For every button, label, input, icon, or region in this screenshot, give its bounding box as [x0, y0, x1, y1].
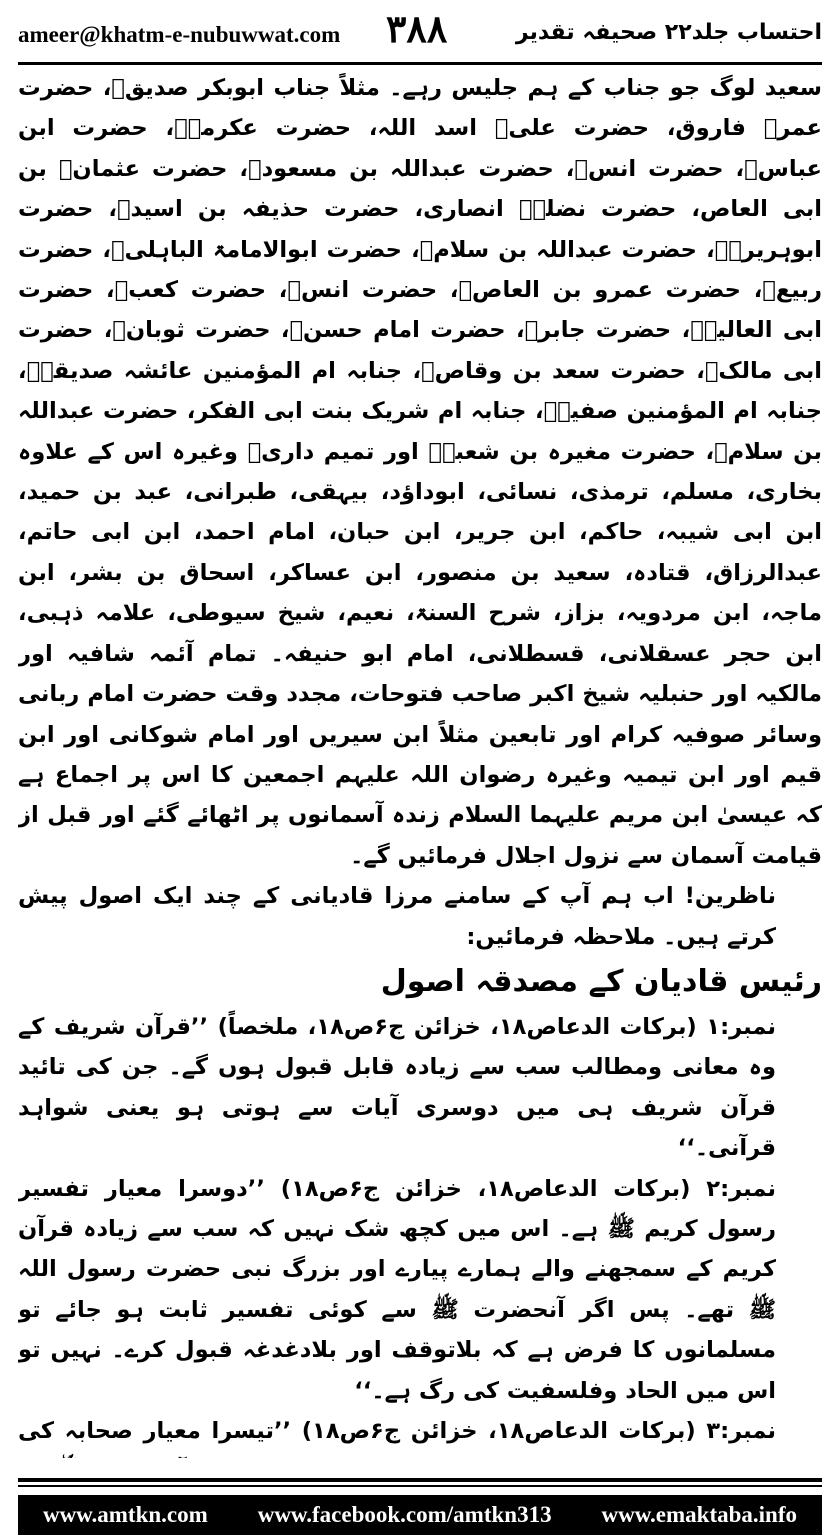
page-header [18, 8, 822, 64]
footer-rule-thin [18, 1485, 822, 1487]
footer-links [18, 1495, 822, 1535]
paragraph-companions: سعید لوگ جو جناب کے ہم جلیس رہے۔ مثلاً جناب ابوبکر صدیقؓ، حضرت عمرؓ فاروق، حضرت علیؓ اسد اللہ، حضرت عکرمہؓ، حضرت ابن عباسؓ، حضرت انسؓ، حضرت عبداللہ بن مسعودؓ، حضرت عثمانؓ بن ابی العاص، حضرت نضلہؓ انصاری، حضرت حذیفہ بن اسیدؓ، حضرت ابوہریرہؓ، حضرت عبداللہ بن سلامؓ، حضرت ابوالامامۃ الباہلیؓ، حضرت ربیعؓ، حضرت عمرو بن العاصؓ، حضرت انسؓ، حضرت کعبؓ، حضرت ابی العالیہؓ، حضرت جابرؓ، حضرت امام حسنؓ، حضرت ثوبانؓ، حضرت ابی مالکؓ، حضرت سعد بن وقاصؓ، جنابہ ام المؤمنین عائشہ صدیقہؓ، جنابہ ام المؤمنین صفیہؓ، جنابہ ام شریک بنت ابی الفکر، حضرت عبداللہ بن سلامؓ، حضرت مغیرہ بن شعبہؓ اور تمیم داریؓ وغیرہ اس کے علاوہ بخاری، مسلم، ترمذی، نسائی، ابوداؤد، بیہقی، طبرانی، عبد بن حمید، ابن ابی شیبہ، حاکم، ابن جریر، ابن حبان، امام احمد، ابن ابی حاتم، عبدالرزاق، قتادہ، سعید بن منصور، ابن عساکر، اسحاق بن بشر، ابن ماجہ، ابن مردویہ، بزاز، شرح السنۃ، نعیم، شیخ سیوطی، علامہ ذہبی، ابن حجر عسقلانی، قسطلانی، امام ابو حنیفہ۔ تمام آئمہ شافیہ اور مالکیہ اور حنبلیہ شیخ اکبر صاحب فتوحات، مجدد وقت حضرت امام ربانی وسائر صوفیہ کرام اور تابعین مثلاً ابن سیریں اور امام شوکانی اور ابن قیم اور ابن تیمیہ وغیرہ رضوان اللہ علیہم اجمعین کا اس پر اجماع ہے کہ عیسیٰ ابن مریم علیہما السلام زندہ آسمانوں پر اٹھائے گئے اور قبل از قیامت آسمان سے نزول اجلال فرمائیں گے۔ [18, 75, 822, 869]
header-email: ameer@khatm-e-nubuwwat.com [18, 22, 341, 47]
footer-rules [18, 1478, 822, 1487]
running-title: احتساب جلد۲۲ صحیفہ تقدیر [515, 20, 822, 45]
paragraph-intro-principles: ناظرین! اب ہم آپ کے سامنے مرزا قادیانی کے چند ایک اصول پیش کرتے ہیں۔ ملاحظہ فرمائیں: [18, 883, 776, 950]
footer-rule-thick [18, 1478, 822, 1482]
footer-link-amtkn[interactable]: www.amtkn.com [42, 1502, 208, 1527]
section-heading: رئیس قادیان کے مصدقہ اصول [380, 963, 822, 999]
header-rule [18, 62, 822, 65]
footer-link-facebook[interactable]: www.facebook.com/amtkn313 [257, 1502, 552, 1527]
page-number: ۳۸۸ [386, 6, 448, 51]
page-body [18, 68, 822, 1458]
paragraph-principle-1: نمبر:۱ (برکات الدعاص۱۸، خزائن ج۶ص۱۸، ملخصاً) ’’قرآن شریف کے وہ معانی ومطالب سب سے زیادہ قابل قبول ہوں گے۔ جن کی تائید قرآن شریف ہی میں دوسری آیات سے ہوتی ہو یعنی شواہد قرآنی۔‘‘ [18, 1013, 777, 1162]
paragraph-principle-3: نمبر:۳ (برکات الدعاص۱۸، خزائن ج۶ص۱۸) ’’تیسرا معیار صحابہ کی [18, 1418, 777, 1444]
footer-link-emaktaba[interactable]: www.emaktaba.info [601, 1502, 798, 1527]
paragraph-principle-2: نمبر:۲ (برکات الدعاص۱۸، خزائن ج۶ص۱۸) ’’دوسرا معیار تفسیر رسول کریم ﷺ ہے۔ اس میں کچھ شک نہیں کہ سب سے زیادہ قرآن کریم کے سمجھنے والے ہمارے پیارے اور بزرگ نبی حضرت رسول اللہ ﷺ تھے۔ پس اگر آنحضرت ﷺ سے کوئی تفسیر ثابت ہو جائے تو مسلمانوں کا فرض ہے کہ بلاتوقف اور بلادغدغہ قبول کرے۔ نہیں تو اس میں الحاد وفلسفیت کی رگ ہے۔‘‘ [18, 1175, 777, 1404]
